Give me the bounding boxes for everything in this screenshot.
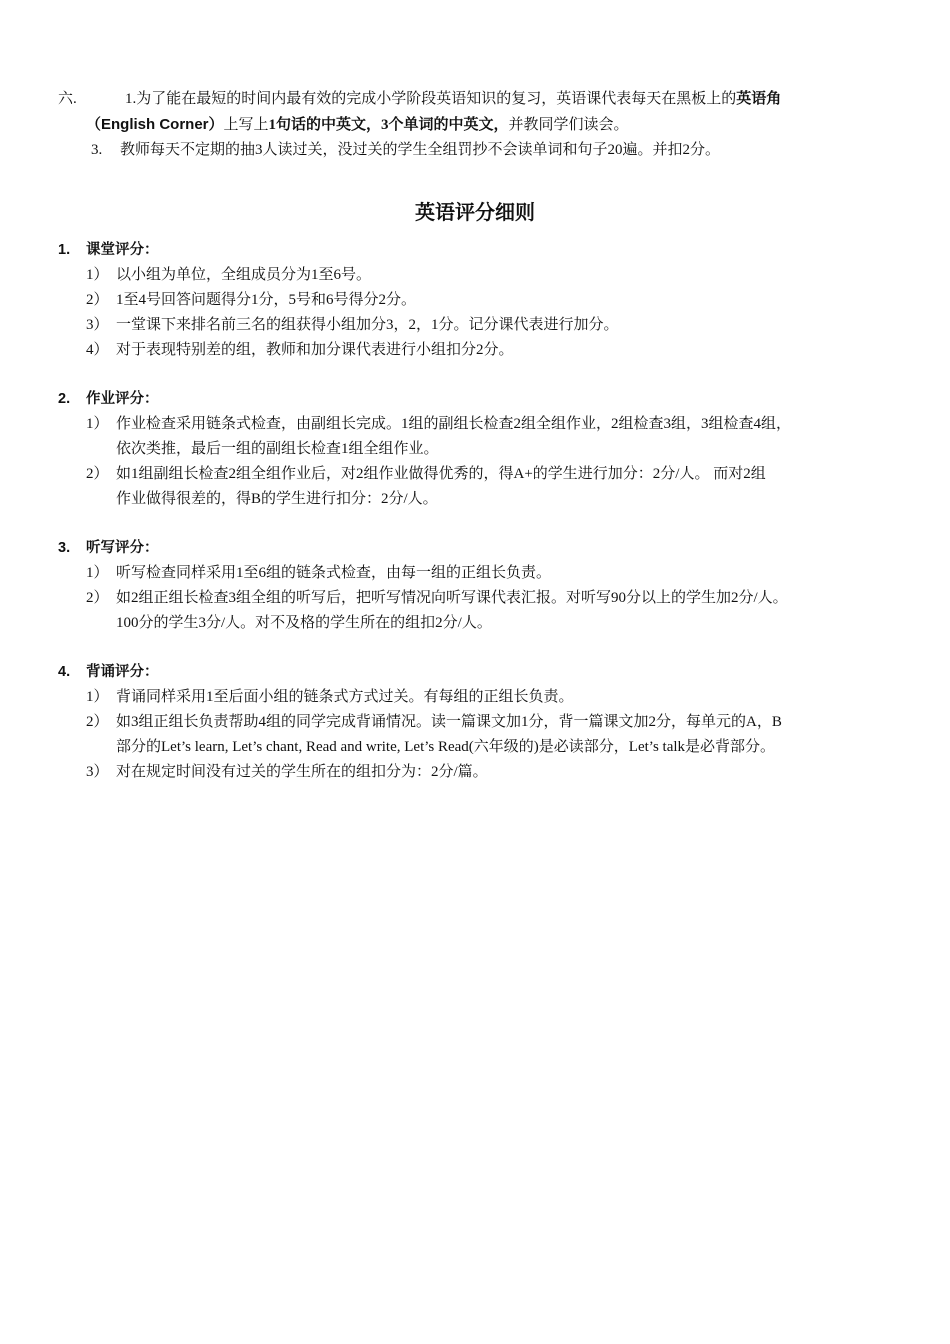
intro-marker: 六. xyxy=(58,91,77,107)
list-item xyxy=(58,586,918,636)
item-number: 4） xyxy=(86,342,109,358)
item-text: 背诵同样采用1至后面小组的链条式方式过关。有每组的正组长负责。 xyxy=(116,689,574,705)
item-number: 1） xyxy=(86,267,109,283)
section-homework xyxy=(58,387,918,512)
section-heading xyxy=(58,238,918,263)
item-text-continued: 作业做得很差的，得B的学生进行扣分：2分/人。 xyxy=(116,491,438,507)
section-heading xyxy=(58,660,918,685)
item-text-continued: 依次类推，最后一组的副组长检查1组全组作业。 xyxy=(116,441,439,457)
item-text: 如3组正组长负责帮助4组的同学完成背诵情况。读一篇课文加1分，背一篇课文加2分，每单元的A，B xyxy=(116,714,782,730)
section-title: 背诵评分： xyxy=(86,664,159,680)
item-number: 2） xyxy=(86,466,109,482)
section-items xyxy=(58,685,918,785)
section-number: 1. xyxy=(58,242,71,258)
intro-line3-text: 教师每天不定期的抽3人读过关，没过关的学生全组罚抄不会读单词和句子20遍。并扣2分。 xyxy=(120,142,721,158)
intro-line-3 xyxy=(58,138,908,163)
item-number: 1） xyxy=(86,689,109,705)
item-text: 如2组正组长检查3组全组的听写后，把听写情况向听写课代表汇报。对听写90分以上的学生加2分/人。 xyxy=(116,590,788,606)
list-item xyxy=(58,313,918,338)
list-item xyxy=(58,760,918,785)
section-items xyxy=(58,561,918,636)
item-text-continued: 部分的Let’s learn, Let’s chant, Read and write, Let’s Read(六年级的)是必读部分，Let’s talk是必背部分。 xyxy=(116,739,776,755)
item-text: 1至4号回答问题得分1分，5号和6号得分2分。 xyxy=(116,292,417,308)
list-item xyxy=(58,561,918,586)
item-number: 2） xyxy=(86,292,109,308)
item-text: 听写检查同样采用1至6组的链条式检查，由每一组的正组长负责。 xyxy=(116,565,552,581)
item-text: 以小组为单位，全组成员分为1至6号。 xyxy=(116,267,372,283)
section-number: 4. xyxy=(58,664,71,680)
item-number: 2） xyxy=(86,590,109,606)
intro-line2-bold: 1句话的中英文，3个单词的中英文， xyxy=(268,117,509,133)
section-items xyxy=(58,412,918,512)
section-dictation xyxy=(58,536,918,636)
section-title: 听写评分： xyxy=(86,540,159,556)
item-number: 1） xyxy=(86,565,109,581)
intro-line1-text: 1.为了能在最短的时间内最有效的完成小学阶段英语知识的复习，英语课代表每天在黑板上的 xyxy=(125,91,737,107)
intro-line1-bold: 英语角 xyxy=(736,91,782,107)
section-title: 课堂评分： xyxy=(86,242,159,258)
item-number: 3） xyxy=(86,317,109,333)
item-number: 1） xyxy=(86,416,109,432)
item-text: 如1组副组长检查2组全组作业后，对2组作业做得优秀的，得A+的学生进行加分：2分/人。 而对2组 xyxy=(116,466,766,482)
item-text: 一堂课下来排名前三名的组获得小组加分3，2，1分。记分课代表进行加分。 xyxy=(116,317,619,333)
intro-line-2 xyxy=(58,112,908,138)
section-title: 作业评分： xyxy=(86,391,159,407)
list-item xyxy=(58,288,918,313)
item-text-continued: 100分的学生3分/人。对不及格的学生所在的组扣2分/人。 xyxy=(116,615,492,631)
section-number: 3. xyxy=(58,540,71,556)
section-classroom xyxy=(58,238,918,363)
list-item xyxy=(58,685,918,710)
item-number: 2） xyxy=(86,714,109,730)
section-items xyxy=(58,263,918,363)
intro-line2-text-b: 并教同学们读会。 xyxy=(508,117,629,133)
list-item xyxy=(58,338,918,363)
section-heading xyxy=(58,536,918,561)
list-item xyxy=(58,462,918,512)
intro-line2-text-a: 上写上 xyxy=(223,117,269,133)
english-corner-label: （English Corner） xyxy=(86,116,224,133)
section-heading xyxy=(58,387,918,412)
list-item xyxy=(58,710,918,760)
page-title: 英语评分细则 xyxy=(415,202,535,224)
intro-line-1 xyxy=(58,87,908,112)
intro-block xyxy=(58,87,908,163)
item-text: 对于表现特别差的组，教师和加分课代表进行小组扣分2分。 xyxy=(116,342,514,358)
section-recitation xyxy=(58,660,918,785)
list-item xyxy=(58,263,918,288)
intro-line3-number: 3. xyxy=(91,142,103,158)
section-number: 2. xyxy=(58,391,71,407)
item-text: 对在规定时间没有过关的学生所在的组扣分为：2分/篇。 xyxy=(116,764,488,780)
list-item xyxy=(58,412,918,462)
item-text: 作业检查采用链条式检查，由副组长完成。1组的副组长检查2组全组作业，2组检查3组，3组检查4组， xyxy=(116,416,792,432)
item-number: 3） xyxy=(86,764,109,780)
